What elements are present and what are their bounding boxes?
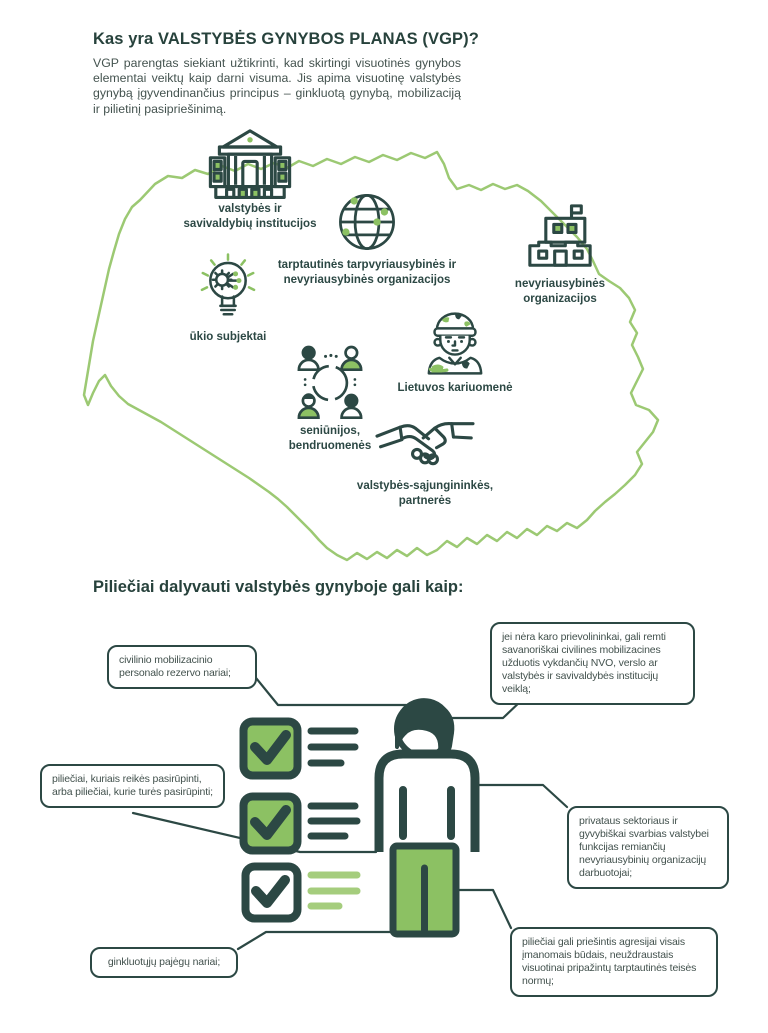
intro-paragraph: VGP parengtas siekiant užtikrinti, kad skirtingi visuotinės gynybos elementai veiktų kaip darni visuma. Jis apima visuotinę valstybės gynybą įgyvendinančius principus – ginkluotą gynybą, mobilizaciją ir pilietinį pasipriešinimą. xyxy=(93,56,461,116)
label-ngo: nevyriausybinės organizacijos xyxy=(514,278,606,305)
callout-civil-mobilization-reserve: civilinio mobilizacinio personalo rezervo nariai; xyxy=(107,645,257,689)
idea-bulb-icon xyxy=(196,252,260,326)
label-allies: valstybės-sąjungininkės, partnerės xyxy=(356,480,494,507)
callout-volunteer-support: jei nėra karo prievolininkai, gali remti savanoriškai civilines mobilizacines užduotis vykdančių NVO, verslo ar valstybės ir savivaldybės institucijų veiklą; xyxy=(490,622,695,705)
callout-resist-aggression: piliečiai gali priešintis agresijai visais įmanomais būdais, neuždraustais visuotinai pripažintų tarptautinės teisės normų; xyxy=(510,927,718,997)
ngo-building-icon xyxy=(521,203,599,269)
label-institutions: valstybės ir savivaldybių institucijos xyxy=(183,203,317,230)
section2-title: Piliečiai dalyvauti valstybės gynyboje gali kaip: xyxy=(93,578,464,596)
callout-private-sector-workers: privataus sektoriaus ir gyvybiškai svarbias valstybei funkcijas remiančių nevyriausybinių organizacijų darbuotojai; xyxy=(567,806,729,889)
checkbox-checked-green-2 xyxy=(244,797,298,851)
checklist xyxy=(244,722,358,919)
label-communities: seniūnijos, bendruomenės xyxy=(288,425,372,452)
community-icon xyxy=(290,342,370,424)
checkbox-checked-green-1 xyxy=(244,722,298,776)
checklist-lines-1 xyxy=(311,731,355,763)
person-figure xyxy=(379,700,475,934)
page-title: Kas yra VALSTYBĖS GYNYBOS PLANAS (VGP)? xyxy=(93,30,479,48)
handshake-icon xyxy=(373,413,477,477)
soldier-icon xyxy=(422,303,488,375)
callout-citizens-care: piliečiai, kuriais reikės pasirūpinti, arba piliečiai, kurie turės pasirūpinti; xyxy=(40,764,225,808)
globe-network-icon xyxy=(334,189,400,255)
government-building-icon xyxy=(205,128,295,202)
callout-armed-forces-members: ginkluotųjų pajėgų nariai; xyxy=(90,947,238,978)
label-business-entities: ūkio subjektai xyxy=(189,331,267,343)
label-international-organizations: tarptautinės tarpvyriausybinės ir nevyriausybinės organizacijos xyxy=(277,259,457,286)
checkbox-checked-white-3 xyxy=(246,867,298,919)
checklist-lines-2 xyxy=(311,806,357,836)
callout-connectors xyxy=(133,673,567,949)
checklist-lines-3-green xyxy=(311,875,357,906)
label-army: Lietuvos kariuomenė xyxy=(397,382,513,394)
